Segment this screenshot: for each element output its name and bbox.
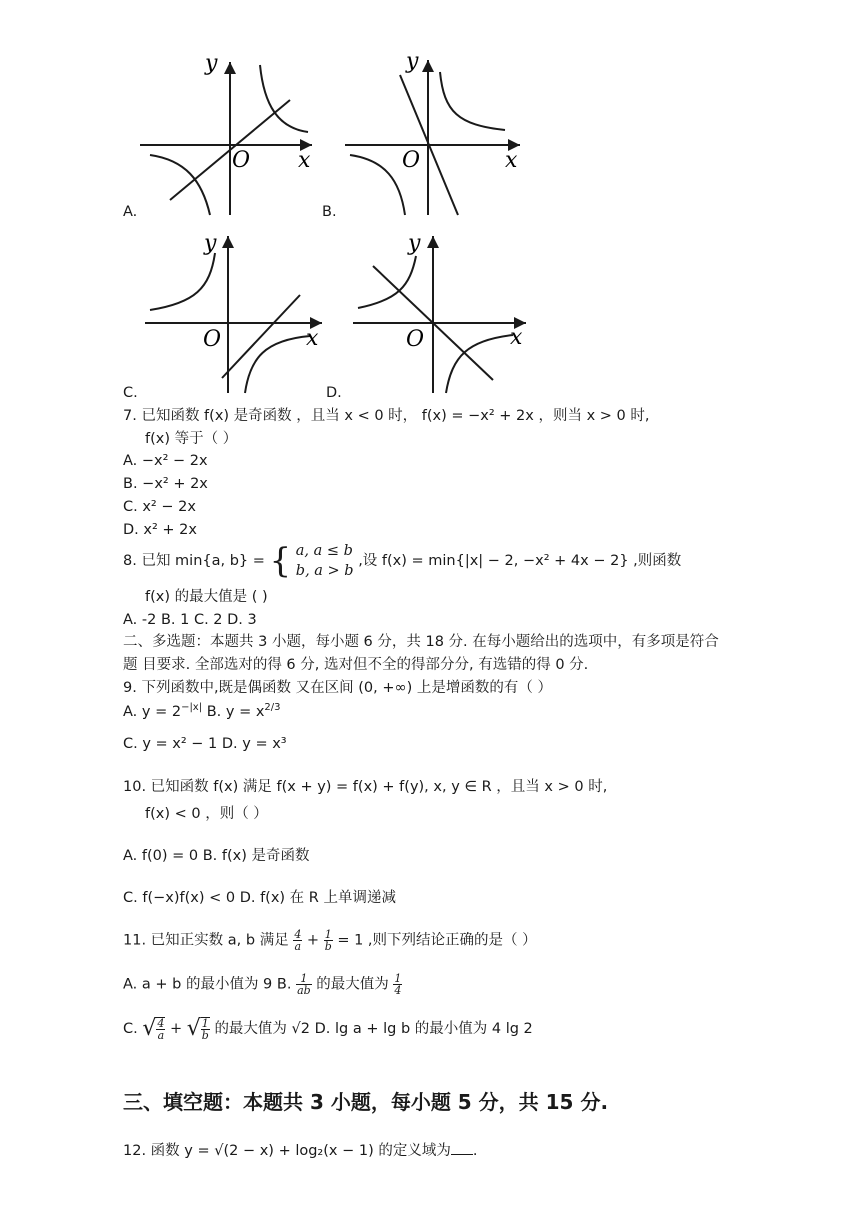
q10-stem-2: f(x) < 0 ，则（ ） bbox=[145, 806, 268, 822]
q11-opt-b-value: $\frac{1}{4}$ bbox=[394, 972, 402, 997]
svg-text:y: y bbox=[406, 50, 419, 74]
graph-a-x-label: x bbox=[298, 148, 311, 173]
graph-d-label: D. bbox=[326, 385, 342, 401]
q11-opt-c-frac-2: $\frac{1}{b}$ bbox=[201, 1017, 209, 1042]
q7-option-c: C. x² − 2x bbox=[123, 499, 196, 515]
graph-d bbox=[348, 228, 538, 398]
svg-text:O: O bbox=[406, 327, 425, 352]
q9-opt-b: B. y = x bbox=[202, 704, 265, 720]
graph-a-origin: O bbox=[232, 148, 251, 173]
q8-stem-1 bbox=[123, 541, 681, 583]
svg-text:x: x bbox=[306, 326, 319, 351]
q8-options: A. -2 B. 1 C. 2 D. 3 bbox=[123, 612, 257, 628]
q8-brace: { bbox=[269, 541, 292, 581]
q7-stem-1: 7. 已知函数 f(x) 是奇函数 ，且当 x < 0 时， f(x) = −x² + 2x ，则当 x > 0 时, bbox=[123, 408, 650, 424]
q9-opt-a-exponent: −|x| bbox=[181, 702, 203, 713]
q10-stem-1: 10. 已知函数 f(x) 满足 f(x + y) = f(x) + f(y), x, y ∈ R ，且当 x > 0 时, bbox=[123, 779, 608, 795]
q11-stem-2: = 1 ,则下列结论正确的是（ ） bbox=[337, 932, 537, 949]
q9-options-ab bbox=[123, 702, 281, 722]
q11-opt-a: A. a + b 的最小值为 9 B. bbox=[123, 976, 292, 993]
q7-option-b: B. −x² + 2x bbox=[123, 476, 208, 492]
q10-options-cd: C. f(−x)f(x) < 0 D. f(x) 在 R 上单调递减 bbox=[123, 890, 396, 906]
q11-opt-c-frac-1: $\frac{4}{a}$ bbox=[157, 1017, 165, 1042]
q11-frac-1: $\frac{4}{a}$ bbox=[294, 928, 302, 953]
q10-options-ab: A. f(0) = 0 B. f(x) 是奇函数 bbox=[123, 848, 310, 864]
q7-option-d: D. x² + 2x bbox=[123, 522, 197, 538]
svg-text:y: y bbox=[408, 231, 421, 256]
q12-stem bbox=[123, 1140, 477, 1161]
q11-opt-b-frac: $\frac{1}{ab}$ bbox=[297, 972, 311, 997]
graph-a-y-label: y bbox=[205, 51, 218, 76]
q9-opt-b-exponent: 2/3 bbox=[264, 702, 281, 713]
q11-opt-c-prefix: C. bbox=[123, 1021, 138, 1037]
graph-b bbox=[340, 50, 530, 220]
svg-text:O: O bbox=[203, 327, 222, 352]
q11-opt-b-text: 的最大值为 bbox=[316, 976, 389, 993]
q8-stem-2: f(x) 的最大值是 ( ) bbox=[145, 589, 268, 605]
q11-options-cd: C. √ $\frac{4}{a}$ + √ $\frac{1}{b}$ 的最大值为 √2 D. lg a + lg b 的最小值为 4 lg 2 bbox=[123, 1016, 533, 1042]
graph-c bbox=[140, 228, 330, 398]
q12-stem-text: 12. 函数 y = √(2 − x) + log₂(x − 1) 的定义域为 bbox=[123, 1143, 451, 1159]
q12-end: . bbox=[472, 1143, 478, 1159]
q8-suffix: ,设 f(x) = min{|x| − 2, −x² + 4x − 2} ,则函数 bbox=[358, 553, 682, 569]
q8-prefix: 8. 已知 min{a, b} = bbox=[123, 553, 265, 569]
q8-case-2: b, a > b bbox=[295, 563, 354, 579]
svg-text:y: y bbox=[204, 231, 217, 256]
q8-case-1: a, a ≤ b bbox=[295, 543, 353, 559]
section3-title: 三、填空题：本题共 3 小题，每小题 5 分，共 15 分. bbox=[123, 1090, 609, 1114]
q9-options-cd: C. y = x² − 1 D. y = x³ bbox=[123, 736, 287, 752]
svg-text:x: x bbox=[510, 325, 523, 350]
q11-opt-c-text: 的最大值为 √2 D. lg a + lg b 的最小值为 4 lg 2 bbox=[214, 1021, 533, 1037]
q9-opt-a: A. y = 2 bbox=[123, 704, 182, 720]
q7-option-a: A. −x² − 2x bbox=[123, 453, 208, 469]
q11-options-ab bbox=[123, 973, 402, 996]
q11-stem: 11. 已知正实数 a, b 满足 $\frac{4}{a}$ + $\frac{1}{b}$ = 1 ,则下列结论正确的是（ ） bbox=[123, 928, 537, 953]
q7-stem-2: f(x) 等于（ ） bbox=[145, 431, 238, 447]
svg-text:x: x bbox=[505, 148, 518, 173]
q11-stem-1: 11. 已知正实数 a, b 满足 bbox=[123, 932, 289, 949]
section2-line-2: 题 目要求. 全部选对的得 6 分, 选对但不全的得部分分, 有选错的得 0 分. bbox=[123, 657, 589, 673]
graph-a-label: A. bbox=[123, 204, 138, 220]
q8-cases bbox=[296, 541, 354, 581]
graph-c-label: C. bbox=[123, 385, 138, 401]
q11-frac-2: $\frac{1}{b}$ bbox=[324, 928, 332, 953]
graph-b-label: B. bbox=[322, 204, 337, 220]
svg-text:O: O bbox=[402, 148, 421, 173]
graph-a bbox=[140, 50, 320, 220]
q9-stem: 9. 下列函数中,既是偶函数 又在区间 (0, +∞) 上是增函数的有（ ） bbox=[123, 680, 552, 696]
q12-answer-blank[interactable] bbox=[451, 1140, 473, 1155]
section2-line-1: 二、多选题：本题共 3 小题，每小题 6 分，共 18 分. 在每小题给出的选项中，有多项是符合 bbox=[123, 634, 719, 650]
